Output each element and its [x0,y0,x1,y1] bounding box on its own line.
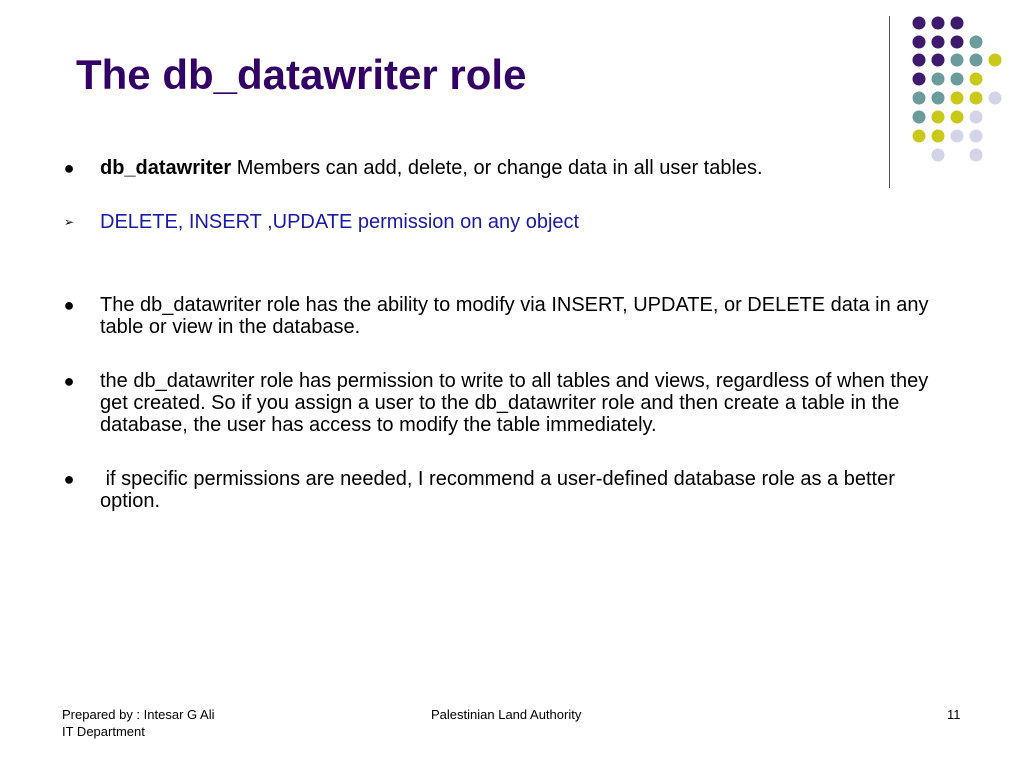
bullet-item-write-permission [63,370,950,436]
footer-author [62,706,214,740]
bullet-item-modify-ability [63,294,950,338]
decor-dot [970,111,983,124]
footer-prepared-by: Prepared by : Intesar G Ali [62,707,215,722]
decor-dot [970,92,983,105]
decor-dot [951,54,964,67]
decor-dot [951,17,964,30]
slide-title: The db_datawriter role [76,51,527,98]
decor-dot [913,73,926,86]
sub-bullet-permissions [63,211,950,233]
bullet-item-recommendation [63,468,950,512]
bullet-text: the db_datawriter role has permission to write to all tables and views, regardless of when they get created. So if you assign a user to the db_datawriter role and then create a table in the database, the user has access to modify the table immediately. [100,370,929,436]
decor-dot [932,54,945,67]
bullet-text: if specific permissions are needed, I recommend a user-defined database role as a better option. [100,468,901,512]
decor-dot [932,130,945,143]
bullet-text: The db_datawriter role has the ability to modify via INSERT, UPDATE, or DELETE data in any table or view in the database. [100,294,929,338]
decor-dot [951,92,964,105]
round-bullet-icon: ● [63,295,75,315]
decor-dot [932,17,945,30]
decor-dot [913,92,926,105]
page-number: 11 [947,707,961,722]
round-bullet-icon: ● [63,371,75,391]
footer-organization: Palestinian Land Authority [431,707,582,722]
decor-dot [970,36,983,49]
decor-dot [932,111,945,124]
decor-dot [913,36,926,49]
decor-dot [913,130,926,143]
decor-dot [989,92,1002,105]
round-bullet-icon: ● [63,158,75,178]
bullet-bold-term: db_datawriter [100,157,232,179]
decor-dot [989,54,1002,67]
decor-dot [951,111,964,124]
decor-dot [932,73,945,86]
decor-dot [932,36,945,49]
decor-dot [913,111,926,124]
bullet-text: DELETE, INSERT ,UPDATE permission on any object [100,211,580,233]
bullet-item-db-datawriter [63,157,950,179]
decor-dot [970,149,983,162]
decor-dot [970,130,983,143]
decor-dot [932,92,945,105]
decor-dot [913,54,926,67]
decor-dot [970,54,983,67]
bullet-text: Members can add, delete, or change data in all user tables. [231,157,763,179]
decor-dot [970,73,983,86]
decor-dot [951,130,964,143]
footer-department: IT Department [62,724,145,739]
decor-dot [951,36,964,49]
decor-dot [913,17,926,30]
round-bullet-icon: ● [63,469,75,489]
arrow-bullet-icon: ➢ [63,215,75,229]
decor-dot [951,73,964,86]
